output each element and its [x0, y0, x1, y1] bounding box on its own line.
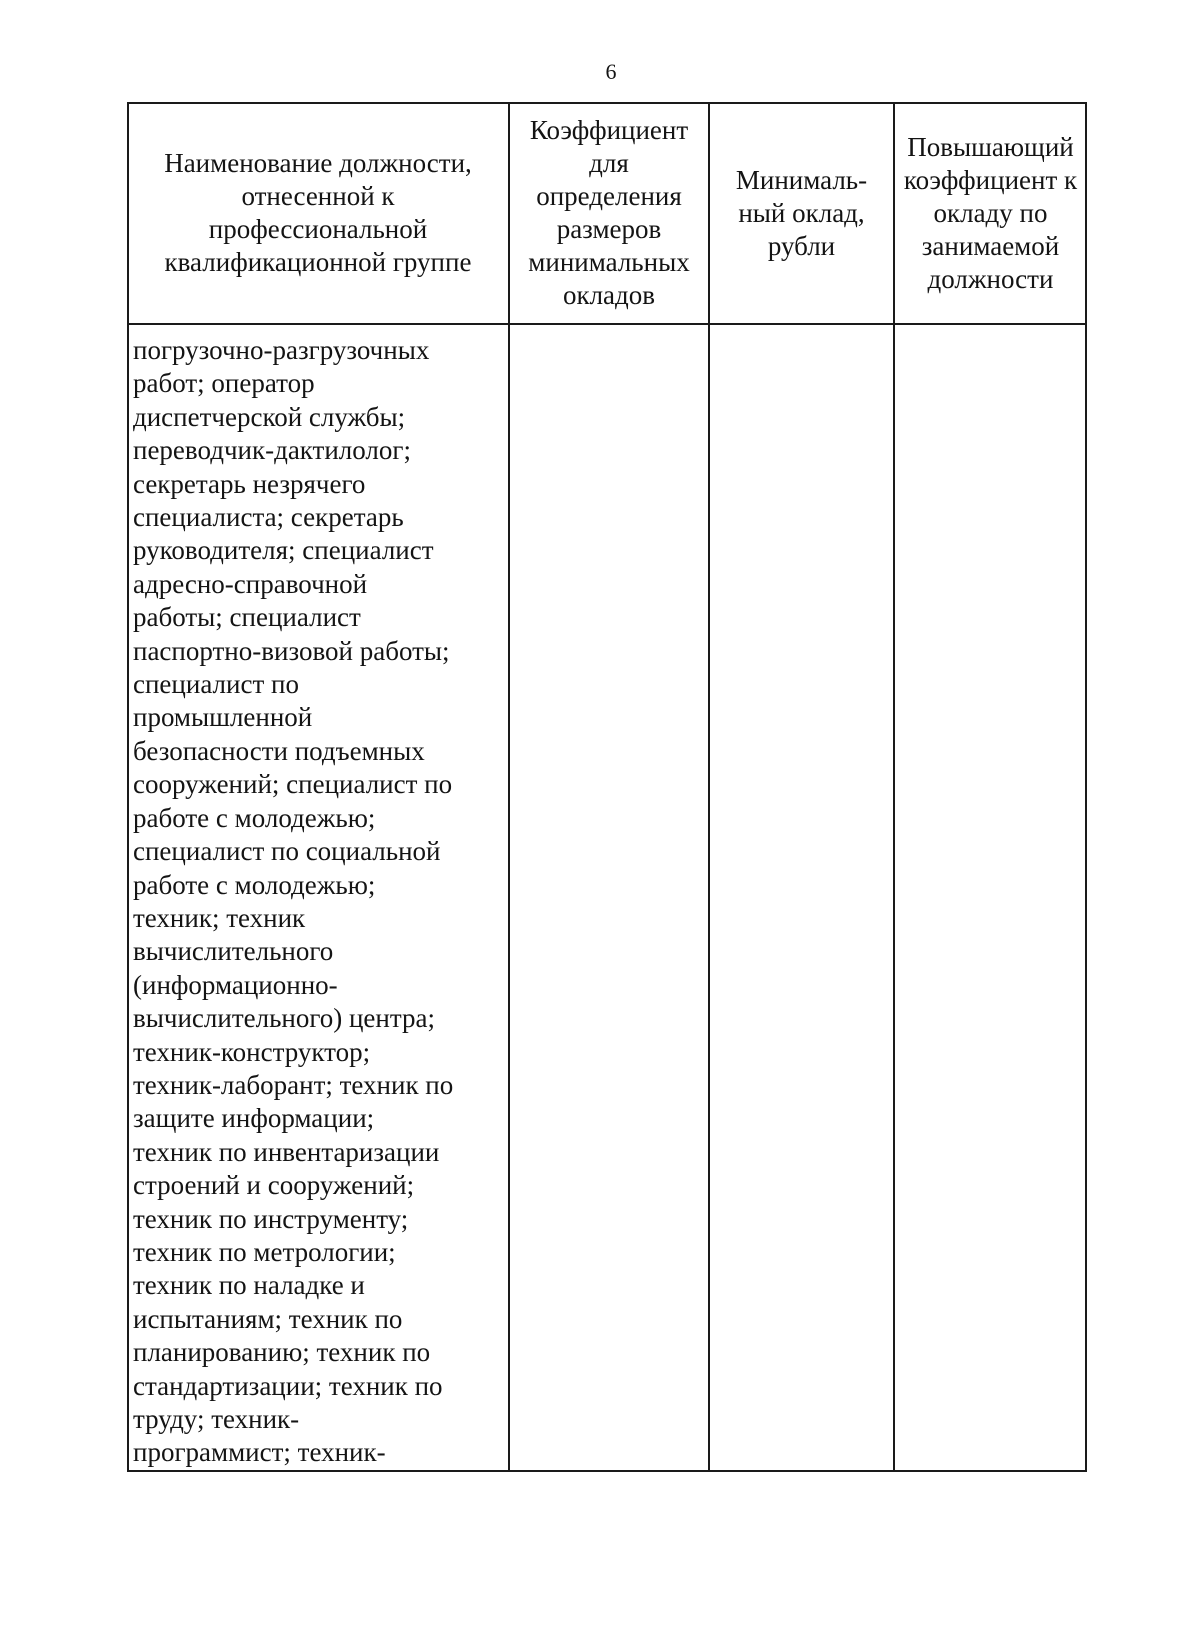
position-line: секретарь незрячего — [133, 468, 366, 499]
position-line: паспортно-визовой работы; — [133, 635, 450, 666]
position-line: работе с молодежью; — [133, 802, 376, 833]
header-position-name — [127, 102, 509, 324]
position-line: (информационно- — [133, 969, 338, 1000]
position-line: планированию; техник по — [133, 1337, 431, 1368]
header-coefficient — [509, 102, 709, 324]
header-raising-coefficient — [894, 102, 1087, 324]
header-line: Наименование должности, — [164, 148, 472, 178]
position-line: специалист по социальной — [133, 836, 441, 867]
header-line: должности — [927, 263, 1054, 294]
position-list-cell — [133, 334, 505, 1470]
header-line: отнесенной к — [241, 181, 395, 211]
header-line: рубли — [767, 230, 836, 261]
header-line: коэффициент к — [903, 164, 1078, 195]
position-line: программист; техник- — [133, 1437, 386, 1468]
table-header-row — [127, 102, 1087, 324]
position-line: специалист по — [133, 669, 299, 700]
position-line: техник по инструменту; — [133, 1203, 409, 1234]
position-line: стандартизации; техник по — [133, 1370, 443, 1401]
header-min-salary — [709, 102, 894, 324]
position-line: строений и сооружений; — [133, 1170, 415, 1201]
position-line: вычислительного — [133, 936, 334, 967]
header-line: окладу по — [933, 197, 1048, 228]
position-line: техник по наладке и — [133, 1270, 365, 1301]
position-line: промышленной — [133, 702, 313, 733]
header-line: профессиональной — [208, 214, 428, 244]
header-line: Повышающий — [907, 131, 1074, 162]
position-line: диспетчерской службы; — [133, 401, 406, 432]
position-line: техник-лаборант; техник по — [133, 1069, 454, 1100]
position-line: сооружений; специалист по — [133, 769, 453, 800]
position-line: работ; оператор — [133, 368, 315, 399]
header-line: размеров — [556, 214, 662, 244]
position-line: техник по метрологии; — [133, 1236, 396, 1267]
header-line: квалификационной группе — [164, 247, 472, 277]
position-line: техник по инвентаризации — [133, 1136, 440, 1167]
position-line: погрузочно-разгрузочных — [133, 335, 430, 365]
position-line: техник-конструктор; — [133, 1036, 371, 1067]
header-line: окладов — [562, 280, 656, 310]
page-number: 6 — [605, 59, 617, 84]
header-line: Минималь- — [735, 164, 868, 195]
header-line: Коэффициент — [529, 115, 689, 145]
salary-table — [127, 102, 1087, 1472]
position-line: техник; техник — [133, 902, 306, 933]
position-line: работе с молодежью; — [133, 869, 376, 900]
position-line: безопасности подъемных — [133, 735, 425, 766]
position-line: труду; техник- — [133, 1404, 300, 1434]
position-line: адресно-справочной — [133, 568, 368, 599]
position-line: испытаниям; техник по — [133, 1303, 403, 1334]
header-line: для — [589, 148, 629, 178]
position-line: защите информации; — [133, 1103, 375, 1134]
header-line: определения — [536, 181, 682, 211]
position-line: специалиста; секретарь — [133, 502, 404, 533]
header-line: минимальных — [528, 247, 690, 277]
position-line: руководителя; специалист — [133, 535, 434, 566]
position-line: вычислительного) центра; — [133, 1003, 435, 1034]
position-line: работы; специалист — [133, 602, 361, 633]
header-line: занимаемой — [921, 230, 1060, 261]
header-line: ный оклад, — [738, 197, 865, 228]
position-line: переводчик-дактилолог; — [133, 435, 411, 466]
